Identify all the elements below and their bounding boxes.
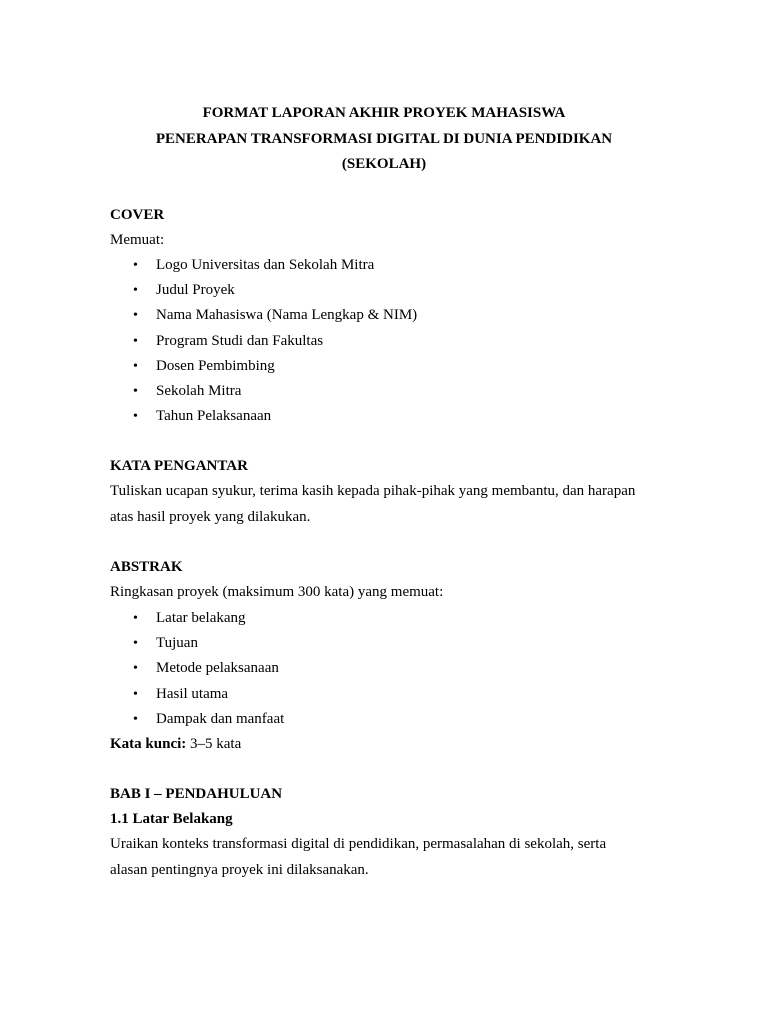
section-heading-abstrak: ABSTRAK bbox=[110, 559, 183, 576]
bullet-icon: • bbox=[133, 661, 138, 677]
list-item bbox=[110, 253, 658, 278]
bullet-icon: • bbox=[133, 610, 138, 626]
list-item-text: Judul Proyek bbox=[156, 282, 235, 299]
list-item bbox=[110, 631, 658, 656]
spacer bbox=[110, 530, 658, 555]
bullet-icon: • bbox=[133, 258, 138, 273]
section-heading-bab-1: BAB I – PENDAHULUAN bbox=[110, 786, 283, 803]
kata-pengantar-line-1: Tuliskan ucapan syukur, terima kasih kepada pihak-pihak yang membantu, dan harapan bbox=[110, 483, 636, 500]
list-item bbox=[110, 278, 658, 303]
kata-pengantar-line-2: atas hasil proyek yang dilakukan. bbox=[110, 508, 311, 525]
spacer bbox=[110, 178, 658, 203]
list-item bbox=[110, 379, 658, 404]
subsection-heading-latar-belakang: 1.1 Latar Belakang bbox=[110, 811, 233, 828]
list-item-text: Tahun Pelaksanaan bbox=[156, 408, 272, 425]
bullet-icon: • bbox=[133, 409, 138, 425]
list-item-text: Sekolah Mitra bbox=[156, 383, 242, 400]
list-item-text: Tujuan bbox=[156, 635, 198, 652]
bullet-icon: • bbox=[133, 333, 138, 349]
list-item-text: Metode pelaksanaan bbox=[156, 660, 279, 677]
list-item-text: Hasil utama bbox=[156, 685, 229, 702]
spacer bbox=[110, 429, 658, 454]
list-item-text: Nama Mahasiswa (Nama Lengkap & NIM) bbox=[156, 307, 418, 324]
bullet-icon: • bbox=[133, 384, 138, 400]
document-title-line-3: (SEKOLAH) bbox=[341, 156, 427, 172]
cover-intro: Memuat: bbox=[110, 231, 165, 248]
cover-list bbox=[110, 253, 658, 429]
bullet-icon: • bbox=[133, 358, 138, 374]
list-item bbox=[110, 354, 658, 379]
section-heading-cover: COVER bbox=[110, 206, 165, 223]
list-item bbox=[110, 707, 658, 732]
bullet-icon: • bbox=[133, 283, 138, 299]
abstrak-intro: Ringkasan proyek (maksimum 300 kata) yang memuat: bbox=[110, 584, 444, 601]
list-item bbox=[110, 404, 658, 429]
bullet-icon: • bbox=[133, 686, 138, 702]
list-item bbox=[110, 682, 658, 707]
list-item-text: Logo Universitas dan Sekolah Mitra bbox=[156, 257, 375, 273]
abstrak-list bbox=[110, 606, 658, 732]
bab1-line-2: alasan pentingnya proyek ini dilaksanakan. bbox=[110, 861, 369, 878]
list-item bbox=[110, 656, 658, 681]
document-content bbox=[110, 101, 658, 883]
bullet-icon: • bbox=[133, 711, 138, 727]
list-item-text: Dampak dan manfaat bbox=[156, 710, 285, 727]
document-title-line-1: FORMAT LAPORAN AKHIR PROYEK MAHASISWA bbox=[202, 105, 566, 121]
keywords-label: Kata kunci: bbox=[110, 735, 187, 752]
bullet-icon: • bbox=[133, 636, 138, 652]
list-item-text: Program Studi dan Fakultas bbox=[156, 332, 324, 349]
list-item-text: Latar belakang bbox=[156, 609, 246, 626]
list-item bbox=[110, 303, 658, 328]
keywords-line bbox=[110, 732, 658, 758]
document-title-line-2: PENERAPAN TRANSFORMASI DIGITAL DI DUNIA PENDIDIKAN bbox=[155, 130, 613, 147]
bab1-line-1: Uraikan konteks transformasi digital di pendidikan, permasalahan di sekolah, serta bbox=[110, 836, 607, 853]
list-item bbox=[110, 606, 658, 631]
list-item bbox=[110, 329, 658, 354]
section-heading-kata-pengantar: KATA PENGANTAR bbox=[110, 458, 248, 475]
bullet-icon: • bbox=[133, 308, 138, 324]
keywords-value: 3–5 kata bbox=[186, 735, 242, 752]
spacer bbox=[110, 757, 658, 782]
list-item-text: Dosen Pembimbing bbox=[156, 357, 275, 374]
